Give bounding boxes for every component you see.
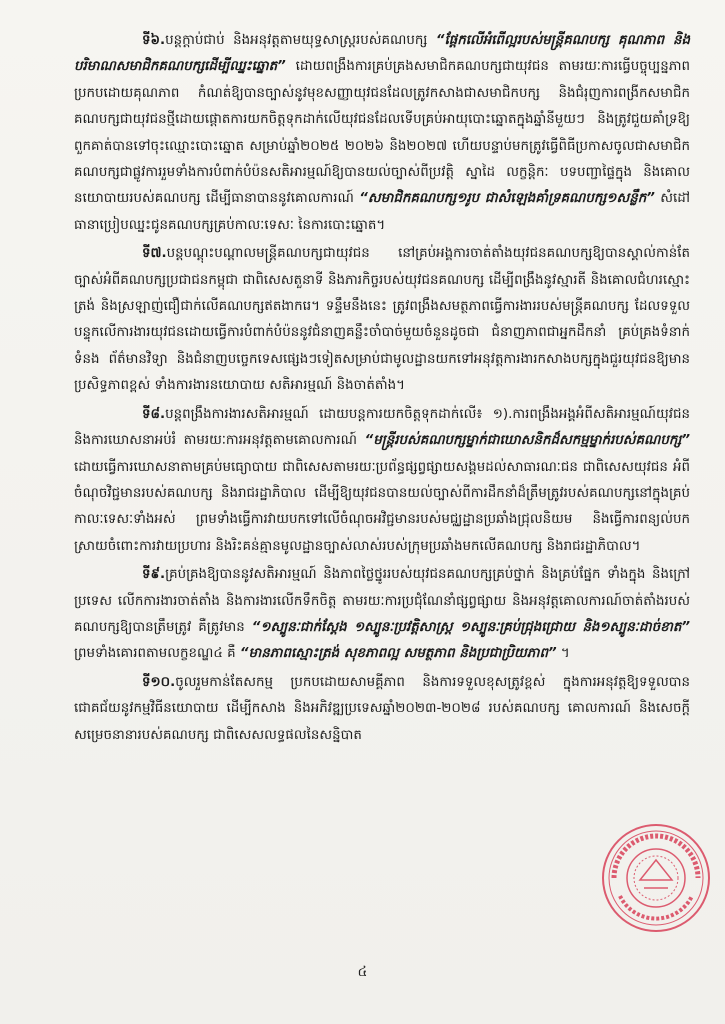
paragraph-number: ទី៧. xyxy=(142,246,167,262)
paragraph-6 xyxy=(74,28,690,239)
quoted-principle: “មន្ត្រីរបស់គណបក្សម្នាក់ជាឃោសនិកដ៏សកម្មម្នាក់របស់គណបក្ស” xyxy=(364,433,690,449)
paragraph-text: ចូលរួមកាន់តែសកម្ម ប្រកបដោយសាមគ្គីភាព និងការទទួលខុសត្រូវខ្ពស់ ក្នុងការអនុវត្តឱ្យទទួលបានជោគជ័យនូវកម្មវិធីនយោបាយ ដើម្បីកសាង និងអភិវឌ្ឍប្រទេសឆ្នាំ២០២៣-២០២៨ របស់គណបក្ស គោលការណ៍ និងសេចក្តីសម្រេចនានារបស់គណបក្ស ជាពិសេសលទ្ធផលនៃសន្និបាត xyxy=(74,674,690,743)
quoted-principle: “សមាជិកគណបក្ស១រូប ជាសំឡេងគាំទ្រគណបក្ស១សន្លឹក” xyxy=(359,191,655,207)
paragraph-text: ព្រមទាំងគោរពតាមលក្ខខណ្ឌ៤ គឺ xyxy=(74,646,240,662)
party-seal-stamp-icon xyxy=(600,822,712,934)
paragraph-text: បន្តបណ្តុះបណ្តាលមន្ត្រីគណបក្សជាយុវជន នៅគ្រប់អង្គការចាត់តាំងយុវជនគណបក្សឱ្យបានស្គាល់កាន់តែច្បាស់អំពីគណបក្សប្រជាជនកម្ពុជា ជាពិសេសតួនាទី និងភារកិច្ចរបស់យុវជនគណបក្ស ដើម្បីពង្រឹងនូវស្មារតី និងគោលជំហរស្មោះត្រង់ និងស្រឡាញ់ជឿជាក់លើគណបក្សឥតងាករេ។ ទន្ទឹមនឹងនេះ ត្រូវពង្រឹងសមត្ថភាពធ្វើការងាររបស់មន្ត្រីគណបក្ស ដែលទទួលបន្ទុកលើការងារយុវជនដោយធ្វើការបំពាក់បំប៉ននូវជំនាញគន្លឹះចាំបាច់មួយចំនួនដូចជា ជំនាញភាពជាអ្នកដឹកនាំ គ្រប់គ្រងទំនាក់ទំនង ព័ត៌មានវិទ្យា និងជំនាញបច្ចេកទេសផ្សេងៗទៀតសម្រាប់ជាមូលដ្ឋានយកទៅអនុវត្តការងារកសាងបក្សក្នុងជួរយុវជនឱ្យមានប្រសិទ្ធភាពខ្ពស់ ទាំងការងារនយោបាយ សតិអារម្មណ៍ និងចាត់តាំង។ xyxy=(74,246,690,394)
quoted-principle: “១ស្បូនៈជាក់ស្តែង ១ស្បូនៈប្រវត្តិសាស្ត្រ ១ស្បូនៈគ្រប់ជ្រុងជ្រោយ និង១ស្បូនៈដាច់ខាត” xyxy=(251,619,690,635)
paragraph-9 xyxy=(74,562,690,668)
paragraph-text: បន្តក្តាប់ជាប់ និងអនុវត្តតាមយុទ្ធសាស្ត្ររបស់គណបក្ស xyxy=(165,33,436,48)
paragraph-7 xyxy=(74,241,690,399)
paragraph-number: ទី៨. xyxy=(142,406,166,422)
paragraph-text: គ្រប់គ្រងឱ្យបាននូវសតិអារម្មណ៍ និងភាពថ្លៃថ្នូររបស់យុវជនគណបក្សគ្រប់ថ្នាក់ និងគ្រប់ផ្នែក ទាំងក្នុង និងក្រៅប្រទេស លើកការងារចាត់តាំង និងការងារលើកទឹកចិត្ត តាមរយៈការប្រជុំណែនាំផ្សព្វផ្សាយ និងអនុវត្តគោលការណ៍ចាត់តាំងរបស់គណបក្សឱ្យបានត្រឹមត្រូវ គឺត្រូវមាន xyxy=(74,567,690,635)
paragraph-8 xyxy=(74,402,690,560)
paragraph-text: ដោយធ្វើការឃោសនាតាមគ្រប់មធ្យោបាយ ជាពិសេសតាមរយៈប្រព័ន្ធផ្សព្វផ្សាយសង្គមដល់សាធារណៈជន ជាពិសេសយុវជន អំពីចំណុចវិជ្ជមានរបស់គណបក្ស និងរាជរដ្ឋាភិបាល ដើម្បីឱ្យយុវជនបានយល់ច្បាស់ពីការដឹកនាំដ៏ត្រឹមត្រូវរបស់គណបក្សនៅក្នុងគ្រប់កាលៈទេសៈទាំងអស់ ព្រមទាំងធ្វើការវាយបកទៅលើចំណុចអវិជ្ជមានរបស់មជ្ឈដ្ឋានប្រឆាំងជ្រុលនិយម និងធ្វើការពន្យល់បកស្រាយចំពោះការវាយប្រហារ និងរិះគន់គ្មានមូលដ្ឋានច្បាស់លាស់របស់ក្រុមប្រឆាំងមកលើគណបក្ស និងរាជរដ្ឋាភិបាល។ xyxy=(74,459,690,554)
paragraph-text: បន្តពង្រឹងការងារសតិអារម្មណ៍ ដោយបន្តការយកចិត្តទុកដាក់លើ៖ ១).ការពង្រឹងអង្គអំពីសតិអារម្មណ៍យុវជន និងការឃោសនាអប់រំ តាមរយៈការអនុវត្តតាមគោលការណ៍ xyxy=(74,406,690,449)
paragraph-10 xyxy=(74,670,690,749)
quoted-principle: “មានភាពស្មោះត្រង់ សុខភាពល្អ សមត្ថភាព និងប្រជាប្រិយភាព” xyxy=(239,646,557,662)
paragraph-text: សំដៅធានាប្រៀបឈ្នះជូនគណបក្សគ្រប់កាលៈទេសៈ នៃការបោះឆ្នោត។ xyxy=(74,191,690,233)
paragraph-number: ទី៦. xyxy=(142,33,166,48)
quoted-principle: “ផ្តែកលើអំពើល្អរបស់មន្ត្រីគណបក្ស គុណភាព និងបរិមាណសមាជិកគណបក្សដើម្បីឈ្នះឆ្នោត” xyxy=(74,33,690,75)
paragraph-number: ទី១០. xyxy=(142,674,176,690)
paragraph-text: ដោយពង្រឹងការគ្រប់គ្រងសមាជិកគណបក្សជាយុវជន តាមរយៈការធ្វើបច្ចុប្បន្នភាពប្រកបដោយគុណភាព កំណត់ឱ្យបានច្បាស់នូវមុខសញ្ញាយុវជនដែលត្រូវកសាងជាសមាជិកបក្ស និងជំរុញការពង្រីកសមាជិកគណបក្សជាយុវជនថ្មីដោយផ្តោតការយកចិត្តទុកដាក់លើយុវជនដែលទើបគ្រប់អាយុបោះឆ្នោតក្នុងឆ្នាំនីមួយៗ និងត្រូវជួយគាំទ្រឱ្យពួកគាត់បានទៅចុះឈ្មោះបោះឆ្នោត សម្រាប់ឆ្នាំ២០២៥ ២០២៦ និង២០២៧ ហើយបន្ទាប់មកត្រូវធ្វើពិធីប្រកាសចូលជាសមាជិកគណបក្សជាផ្លូវការរួមទាំងការបំពាក់បំប៉នសតិអារម្មណ៍ឱ្យបានយល់ច្បាស់ពីប្រវត្តិ ស្នាដៃ លក្ខន្តិកៈ បទបញ្ជាផ្ទៃក្នុង និងគោលនយោបាយរបស់គណបក្ស ដើម្បីធានាបាននូវគោលការណ៍ xyxy=(74,59,690,207)
paragraph-number: ទី៩. xyxy=(142,567,166,583)
page-number: ៤ xyxy=(357,964,368,980)
paragraph-text: ។ xyxy=(556,646,570,662)
document-body xyxy=(74,28,690,751)
